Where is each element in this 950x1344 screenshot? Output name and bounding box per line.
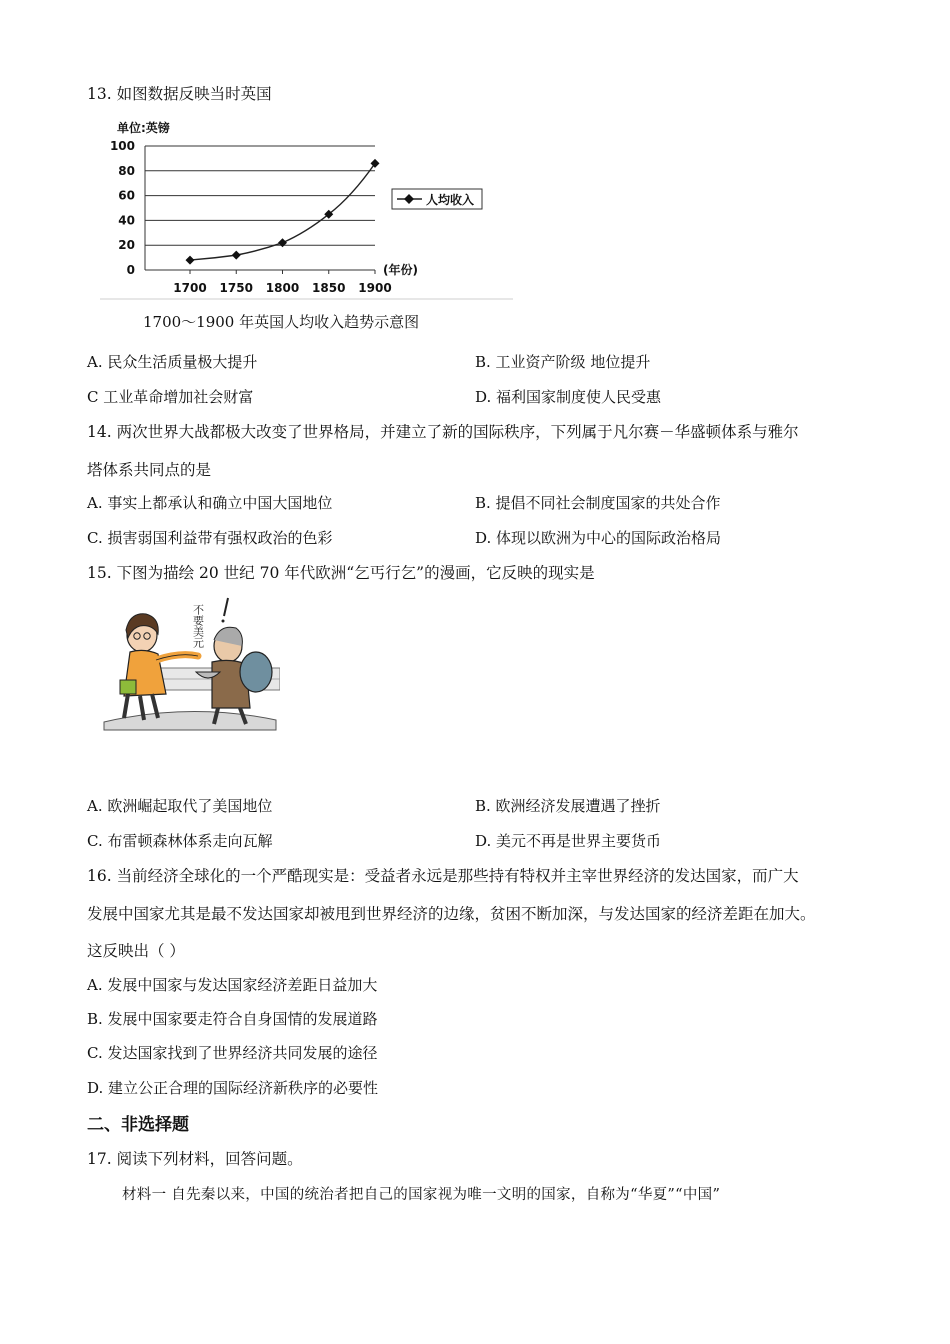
x-tick-label: 1850 — [312, 281, 346, 295]
q14-stem-line2: 塔体系共同点的是 — [87, 461, 212, 479]
q15-option-d[interactable]: D. 美元不再是世界主要货币 — [475, 832, 662, 850]
q13-chart — [95, 116, 515, 306]
q13-stem: 13. 如图数据反映当时英国 — [87, 85, 272, 103]
q16-option-a[interactable]: A. 发展中国家与发达国家经济差距日益加大 — [87, 976, 378, 994]
q15-option-b[interactable]: B. 欧洲经济发展遭遇了挫折 — [475, 797, 661, 815]
q17-stem: 17. 阅读下列材料，回答问题。 — [87, 1150, 303, 1168]
q16-stem-line2: 发展中国家尤其是最不发达国家却被甩到世界经济的边缘，贫困不断加深，与发达国家的经济差距在加大。 — [87, 905, 816, 923]
q15-option-a[interactable]: A. 欧洲崛起取代了美国地位 — [87, 797, 273, 815]
q16-stem-line1: 16. 当前经济全球化的一个严酷现实是：受益者永远是那些持有特权并主宰世界经济的发达国家，而广大 — [87, 867, 799, 885]
q14-option-a[interactable]: A. 事实上都承认和确立中国大国地位 — [87, 494, 333, 512]
data-point-1700 — [186, 256, 195, 265]
data-point-1750 — [232, 251, 241, 260]
q16-stem-line3: 这反映出（ ） — [87, 942, 185, 960]
data-point-1800 — [278, 238, 287, 247]
q15-stem: 15. 下图为描绘 20 世纪 70 年代欧洲“乞丐行乞”的漫画，它反映的现实是 — [87, 564, 595, 582]
q17-material1: 材料一 自先秦以来，中国的统治者把自己的国家视为唯一文明的国家，自称为“华夏”“中国” — [122, 1187, 721, 1203]
y-tick-label: 0 — [126, 263, 135, 277]
cartoon-speech-text: 不要美元 — [191, 604, 205, 648]
y-tick-label: 40 — [118, 213, 135, 228]
x-tick-label: 1800 — [265, 281, 300, 295]
q13-option-b[interactable]: B. 工业资产阶级 地位提升 — [475, 353, 651, 371]
chart-unit-label: 单位:英镑 — [117, 121, 170, 135]
q15-option-c[interactable]: C. 布雷顿森林体系走向瓦解 — [87, 832, 273, 850]
q14-option-c[interactable]: C. 损害弱国利益带有强权政治的色彩 — [87, 529, 333, 547]
x-tick-label: 1700 — [173, 281, 207, 295]
q14-option-d[interactable]: D. 体现以欧洲为中心的国际政治格局 — [475, 529, 722, 547]
q14-stem-line1: 14. 两次世界大战都极大改变了世界格局，并建立了新的国际秩序，下列属于凡尔赛－华盛顿体系与雅尔 — [87, 423, 799, 441]
legend-label: 人均收入 — [426, 193, 475, 207]
y-tick-label: 100 — [109, 139, 135, 153]
y-tick-label: 60 — [118, 188, 135, 203]
q16-option-b[interactable]: B. 发展中国家要走符合自身国情的发展道路 — [87, 1010, 378, 1028]
q15-cartoon — [100, 590, 280, 739]
q16-option-d[interactable]: D. 建立公正合理的国际经济新秩序的必要性 — [87, 1079, 379, 1097]
x-tick-label: 1750 — [219, 281, 253, 295]
q13-chart-caption: 1700～1900 年英国人均收入趋势示意图 — [143, 313, 420, 331]
q13-option-d[interactable]: D. 福利国家制度使人民受惠 — [475, 388, 662, 406]
beggar-cartoon-image — [100, 590, 280, 735]
section-2-title: 二、非选择题 — [87, 1115, 189, 1135]
y-tick-label: 80 — [118, 163, 135, 178]
y-tick-label: 20 — [118, 238, 135, 253]
income-chart-svg — [95, 116, 515, 302]
x-axis-label: (年份) — [383, 263, 418, 277]
data-point-1900 — [371, 159, 380, 168]
q13-option-a[interactable]: A. 民众生活质量极大提升 — [87, 353, 258, 371]
q14-option-b[interactable]: B. 提倡不同社会制度国家的共处合作 — [475, 494, 721, 512]
q13-option-c[interactable]: C 工业革命增加社会财富 — [87, 388, 254, 406]
x-tick-label: 1900 — [358, 281, 392, 295]
q16-option-c[interactable]: C. 发达国家找到了世界经济共同发展的途径 — [87, 1044, 378, 1062]
